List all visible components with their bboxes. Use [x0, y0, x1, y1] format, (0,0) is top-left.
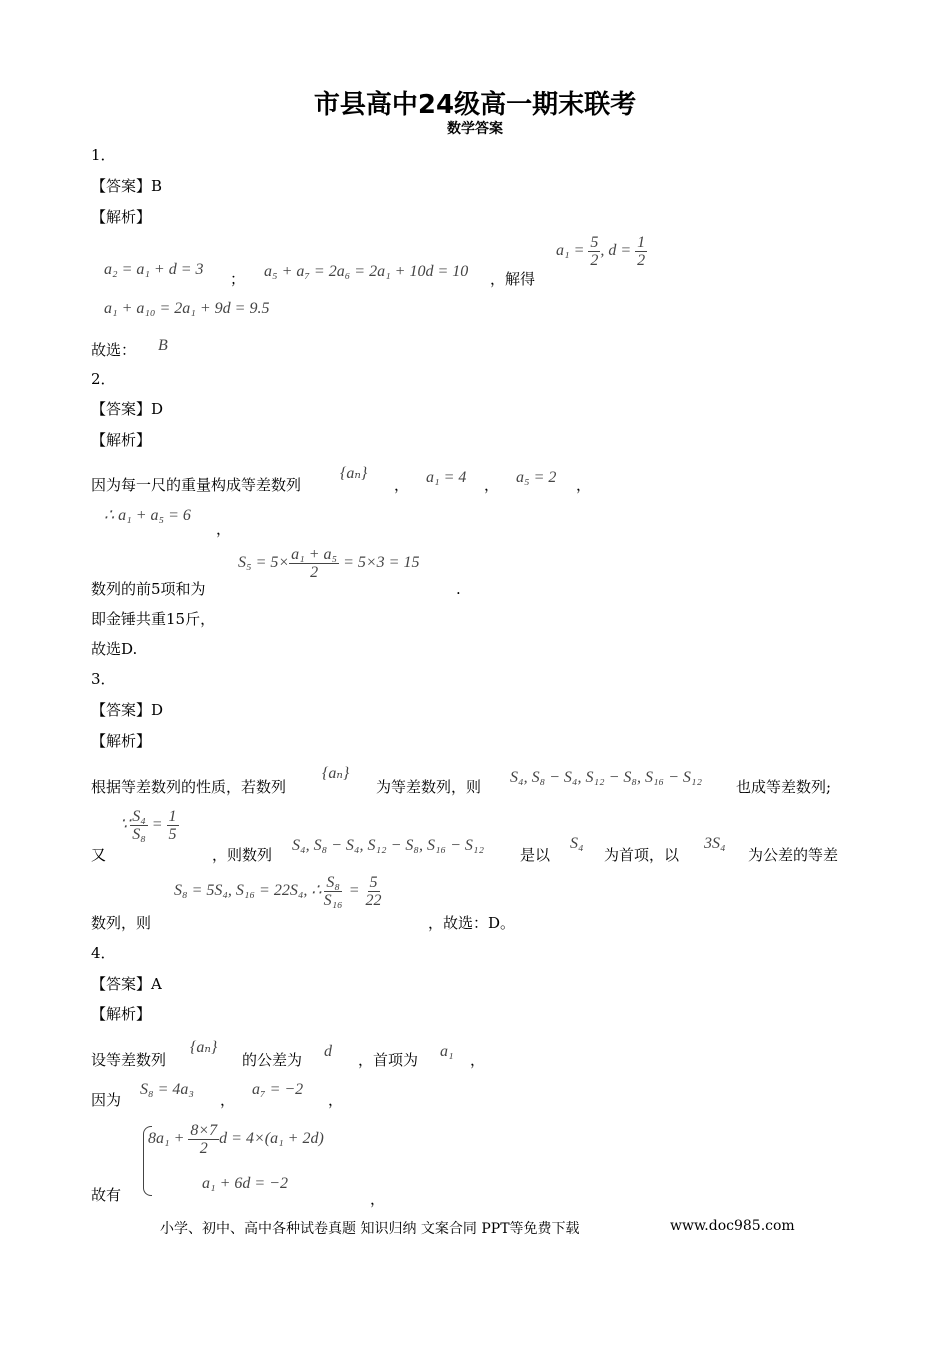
footer-text: 小学、初中、高中各种试卷真题 知识归纳 文案合同 PPT等免费下载: [160, 1221, 580, 1237]
q3-text-2c: 为首项，以: [604, 846, 680, 864]
q4-d: d: [324, 1043, 332, 1060]
q2-text-5: 故选D.: [91, 640, 138, 658]
q2-comma-3: ，: [576, 476, 592, 494]
q2-text-3: 数列的前5项和为: [91, 580, 206, 598]
q4-equation-s8: S₈ = 4a₃: [140, 1081, 194, 1098]
q2-sequence: {aₙ}: [340, 465, 368, 482]
q2-a5-value: a₅ = 2: [516, 469, 557, 486]
q1-equation-3: a₁ = $\frac{5}{2}$ , d = $\frac{1}{2}$: [556, 234, 646, 269]
q4-text-3a: 故有: [91, 1186, 122, 1204]
q2-answer: 【答案】D: [91, 400, 164, 418]
q4-a1: a₁: [440, 1043, 454, 1060]
q3-equation-2: S₄, S₈ − S₄, S₁₂ − S₈, S₁₆ − S₁₂: [292, 837, 485, 854]
q4-sequence: {aₙ}: [190, 1039, 218, 1056]
q3-answer: 【答案】D: [91, 701, 164, 719]
q3-sequence: {aₙ}: [322, 765, 350, 782]
q1-solve-text: ，解得: [490, 270, 536, 288]
q4-answer: 【答案】A: [91, 975, 162, 993]
q2-analysis-label: 【解析】: [91, 431, 152, 449]
q3-equation-3: S₈ = 5S₄, S₁₆ = 22S₄, ∴ $\frac{\text{S₈}}{\text{S₁₆}}$ = $\frac{5}{22}$: [174, 874, 382, 909]
document-subtitle: 数学答案: [447, 121, 503, 137]
q1-number: 1．: [91, 146, 116, 164]
footer-url[interactable]: www.doc985.com: [670, 1218, 795, 1234]
q4-text-1d: ，: [470, 1051, 486, 1069]
q1-answer: 【答案】B: [91, 177, 163, 195]
q1-equation-2: a₅ + a₇ = 2a₆ = 2a₁ + 10d = 10: [264, 263, 469, 280]
q3-text-3a: 数列，则: [91, 914, 152, 932]
q3-equation-1: S₄, S₈ − S₄, S₁₂ − S₈, S₁₆ − S₁₂: [510, 769, 703, 786]
q4-system-equation-1: 8a₁ + $\frac{8\times 7}{2}$ d = 4×(a₁ + 2d): [148, 1122, 324, 1157]
q1-equation-4: a₁ + a₁₀ = 2a₁ + 9d = 9.5: [104, 300, 270, 317]
q3-3s4: 3S₄: [704, 835, 726, 852]
q1-analysis-label: 【解析】: [91, 208, 152, 226]
q2-text-4: 即金锤共重15斤，: [91, 610, 216, 628]
q4-text-1c: ，首项为: [358, 1051, 419, 1069]
q3-text-1b: 为等差数列，则: [376, 778, 482, 796]
q4-text-2c: ，: [328, 1091, 344, 1109]
q1-conclusion: 故选：: [91, 341, 137, 359]
q3-you: 又: [91, 846, 107, 864]
q4-analysis-label: 【解析】: [91, 1005, 152, 1023]
q3-ratio-equation: ∵ $\frac{\text{S₄}}{\text{S₈}}$ = $\frac{1}{5}$: [120, 808, 177, 843]
q2-number: 2．: [91, 370, 116, 388]
q2-comma-1: ，: [394, 476, 410, 494]
q3-text-1a: 根据等差数列的性质，若数列: [91, 778, 287, 796]
q4-text-2a: 因为: [91, 1091, 122, 1109]
q3-analysis-label: 【解析】: [91, 732, 152, 750]
q3-number: 3．: [91, 670, 116, 688]
q4-text-2b: ，: [220, 1091, 236, 1109]
q4-text-3b: ，: [370, 1190, 386, 1208]
q2-a1-value: a₁ = 4: [426, 469, 467, 486]
q4-text-1b: 的公差为: [242, 1051, 303, 1069]
q1-separator: ；: [230, 270, 246, 288]
q1-choice: B: [158, 337, 168, 354]
q1-equation-1: a₂ = a₁ + d = 3: [104, 261, 204, 278]
q3-text-3b: ，故选：D。: [428, 914, 516, 932]
q3-text-1c: 也成等差数列;: [736, 778, 832, 796]
document-title: 市县高中24级高一期末联考: [313, 90, 637, 120]
q2-text-1: 因为每一尺的重量构成等差数列: [91, 476, 302, 494]
q3-text-2a: ，则数列: [212, 846, 273, 864]
q4-system-equation-2: a₁ + 6d = −2: [202, 1175, 288, 1192]
q2-comma-2: ，: [484, 476, 500, 494]
q3-text-2b: 是以: [520, 846, 551, 864]
q2-comma-4: ，: [216, 520, 232, 538]
q2-s5-equation: S₅ = 5× $\frac{\text{a₁ + a₅}}{2}$ = 5×3 = 15: [238, 546, 420, 581]
q3-text-2d: 为公差的等差: [748, 846, 839, 864]
q3-s4: S₄: [570, 835, 584, 852]
q2-sum-equation: ∴ a₁ + a₅ = 6: [104, 507, 191, 524]
q4-number: 4．: [91, 944, 116, 962]
q4-text-1a: 设等差数列: [91, 1051, 167, 1069]
q4-equation-a7: a₇ = −2: [252, 1081, 304, 1098]
q2-period: .: [456, 580, 461, 598]
